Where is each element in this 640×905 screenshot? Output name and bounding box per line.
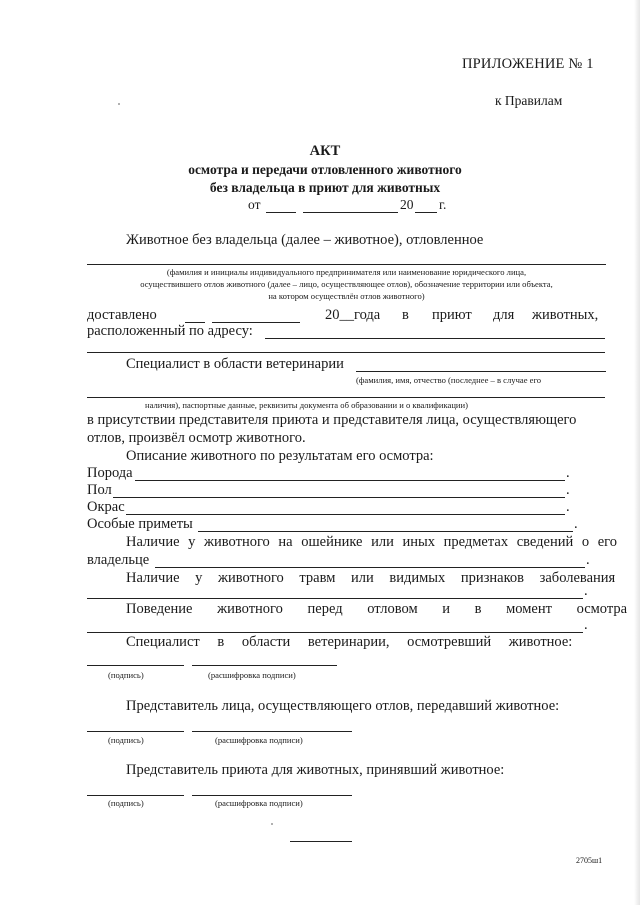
shelter-signature-field[interactable] [87,795,184,796]
end-separator [290,841,352,842]
delivered-shelter: приют [432,307,472,323]
catcher-signature-decode-field[interactable] [192,731,352,732]
behavior-period: . [584,617,588,633]
vet-note-right: (фамилия, имя, отчество (последнее – в случае его [356,375,542,385]
act-subtitle-1: осмотра и передачи отловленного животного [188,162,462,177]
catcher-name-field[interactable] [87,264,606,265]
vet-decode-caption: (расшифровка подписи) [208,670,296,680]
collar-owner-label: владельце [87,552,150,568]
injuries-period: . [584,583,588,599]
shelter-decode-caption: (расшифровка подписи) [215,798,303,808]
injuries-text: Наличие у животного травм или видимых признаков заболевания [126,570,616,586]
sex-label: Пол [87,482,112,498]
behavior-text: Поведение животного перед отловом и в момент осмотра [126,601,628,617]
shelter-signature-decode-field[interactable] [192,795,352,796]
delivered-for: для [493,307,515,323]
color-label: Окрас [87,499,125,515]
breed-label: Порода [87,465,133,481]
presence-line-1: в присутствии представителя приюта и представителя лица, осуществляющего [87,412,577,428]
scan-dot-2 [271,823,273,825]
date-suffix: г. [439,197,447,212]
injuries-field[interactable] [87,598,583,599]
collar-text: Наличие у животного на ошейнике или иных предметах сведений о его [126,534,617,550]
vet-signature-decode-field[interactable] [192,665,337,666]
sex-field[interactable] [113,497,565,498]
delivered-word: доставлено [87,307,157,323]
date-year-field[interactable] [415,212,437,213]
address-label: расположенный по адресу: [87,323,253,339]
marks-field[interactable] [198,531,573,532]
color-period: . [566,499,570,515]
catcher-signature-caption: (подпись) [108,735,144,745]
document-code: 2705ш1 [576,856,603,865]
vet-name-field[interactable] [356,371,606,372]
vet-note-line2: наличия), паспортные данные, реквизиты документа об образовании и о квалификации) [145,400,468,410]
marks-period: . [574,516,578,532]
delivered-animals: животных, [532,307,599,323]
catcher-rep-text: Представитель лица, осуществляющего отлов, передавший животное: [126,698,560,714]
catcher-note-3: на котором осуществлён отлов животного) [268,291,425,301]
date-prefix: от [248,197,261,212]
shelter-rep-text: Представитель приюта для животных, принявший животное: [126,762,505,778]
date-year-prefix: 20 [400,197,414,212]
animal-caught-text: Животное без владельца (далее – животное), отловленное [126,232,484,248]
collar-period: . [586,552,590,568]
collar-owner-field[interactable] [155,567,585,568]
vet-signature-caption: (подпись) [108,670,144,680]
delivered-in: в [402,307,409,323]
breed-field[interactable] [135,480,565,481]
vet-signature-field[interactable] [87,665,184,666]
scan-dot [118,103,120,105]
appendix-number: ПРИЛОЖЕНИЕ № 1 [462,56,594,72]
catcher-decode-caption: (расшифровка подписи) [215,735,303,745]
vet-signed-text: Специалист в области ветеринарии, осмотревший животное: [126,634,573,650]
behavior-field[interactable] [87,632,583,633]
catcher-note-1: (фамилия и инициалы индивидуального предпринимателя или наименование юридического лица, [166,267,527,277]
delivered-year: 20__года [325,307,381,323]
catcher-signature-field[interactable] [87,731,184,732]
collar-line-1 [126,534,617,551]
date-day-field[interactable] [266,212,296,213]
breed-period: . [566,465,570,481]
vet-label: Специалист в области ветеринарии [126,356,344,372]
page-edge-shadow [634,0,640,905]
address-field[interactable] [265,338,605,339]
sex-period: . [566,482,570,498]
vet-details-field[interactable] [87,397,605,398]
act-subtitle-2: без владельца в приют для животных [209,180,441,195]
address-field-2[interactable] [87,352,605,353]
description-heading: Описание животного по результатам его осмотра: [126,448,434,464]
rules-reference: к Правилам [495,93,563,108]
catcher-note-2: осуществившего отлов животного (далее – лицо, осуществляющее отлов), обозначение территории или объекта, [140,279,553,289]
presence-line-2: отлов, произвёл осмотр животного. [87,430,306,446]
act-title: АКТ [309,143,341,159]
color-field[interactable] [126,514,565,515]
shelter-signature-caption: (подпись) [108,798,144,808]
date-month-field[interactable] [303,212,398,213]
marks-label: Особые приметы [87,516,193,532]
